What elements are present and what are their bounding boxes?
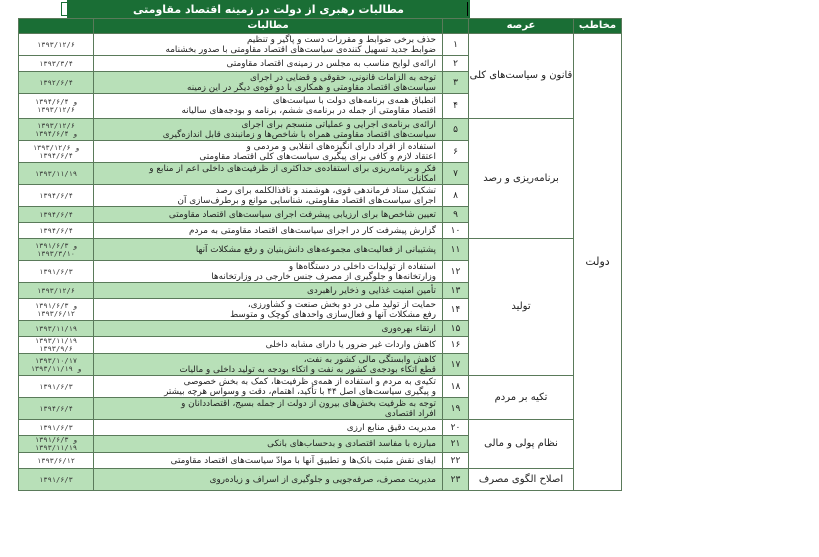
date-cell[interactable]: ۱۳۹۴/۶/۴ [19,223,94,239]
demands-table [18,18,622,491]
date-cell[interactable]: ۱۳۹۳/۱۲/۶ [19,34,94,56]
row-number-cell[interactable]: ۲۱ [443,436,469,453]
title-cell-bracket [61,2,67,16]
header-area[interactable]: عرصه [469,19,574,34]
row-number-cell[interactable]: ۳ [443,72,469,94]
date-cell[interactable]: ۱۳۹۱/۶/۳ و ۱۳۹۳/۳/۱۰ [19,239,94,261]
row-number-cell[interactable]: ۱۵ [443,321,469,337]
table-title-bar[interactable] [67,0,470,18]
date-cell[interactable]: ۱۳۹۳/۱۱/۱۹ ۱۳۹۳/۹/۶ [19,337,94,354]
demand-cell[interactable]: ارتقاء بهره‌وری [94,321,443,337]
demand-cell[interactable]: فکر و برنامه‌ریزی برای استفاده‌ی حداکثری از ظرفیت‌های داخلی اعم از منابع و امکانات [94,163,443,185]
date-cell[interactable]: ۱۳۹۳/۳/۴ [19,56,94,72]
header-blank-cell[interactable] [19,19,94,34]
table-row [19,469,622,491]
row-number-cell[interactable]: ۱۹ [443,398,469,420]
demand-cell[interactable]: مدیریت مصرف، صرفه‌جویی و جلوگیری از اسراف و زیاده‌روی [94,469,443,491]
row-number-cell[interactable]: ۲۳ [443,469,469,491]
date-cell[interactable]: ۱۳۹۳/۱۲/۶ و ۱۳۹۴/۶/۴ [19,141,94,163]
date-cell[interactable]: ۱۳۹۱/۶/۳ [19,376,94,398]
row-number-cell[interactable]: ۱۴ [443,299,469,321]
row-number-cell[interactable]: ۹ [443,207,469,223]
date-cell[interactable]: ۱۳۹۴/۶/۴ و ۱۳۹۳/۱۲/۶ [19,94,94,119]
row-number-cell[interactable]: ۷ [443,163,469,185]
demand-cell[interactable]: تکیه‌ی به مردم و استفاده از همه‌ی ظرفیت‌ها، کمک به بخش خصوصی و پیگیری سیاست‌های اصل ۴۴ با تأکید، اهتمام، دقت و وسواس هرچه بیشتر [94,376,443,398]
demand-cell[interactable]: تعیین شاخص‌ها برای ارزیابی پیشرفت اجرای سیاست‌های اقتصاد مقاومتی [94,207,443,223]
table-row [19,34,622,56]
row-number-cell[interactable]: ۸ [443,185,469,207]
row-number-cell[interactable]: ۲۲ [443,453,469,469]
demand-cell[interactable]: مبارزه با مفاسد اقتصادی و بدحساب‌های بانکی [94,436,443,453]
demand-cell[interactable]: مدیریت دقیق منابع ارزی [94,420,443,436]
demand-cell[interactable]: استفاده از تولیدات داخلی در دستگاه‌ها و وزارتخانه‌ها و جلوگیری از مصرف جنس خارجی در وزارتخانه‌ها [94,261,443,283]
date-cell[interactable]: ۱۳۹۱/۶/۳ و ۱۳۹۳/۱۱/۱۹ [19,436,94,453]
date-cell[interactable]: ۱۳۹۲/۶/۴ [19,72,94,94]
date-cell[interactable]: ۱۳۹۳/۱۱/۱۹ [19,321,94,337]
text-cursor [467,2,468,16]
demand-cell[interactable]: حذف برخی ضوابط و مقررات دست و پاگیر و تنظیم ضوابط جدید تسهیل کننده‌ی سیاست‌های اقتصاد مقاومتی با صدور بخشنامه [94,34,443,56]
row-number-cell[interactable]: ۱۸ [443,376,469,398]
area-group-cell[interactable]: نظام پولی و مالی [469,420,574,469]
table-row [19,420,622,436]
row-number-cell[interactable]: ۱۷ [443,354,469,376]
demand-cell[interactable]: کاهش وابستگی مالی کشور به نفت، قطع اتکاء بودجه‌ی کشور به نفت و اتکاء بودجه به تولید داخلی و مالیات [94,354,443,376]
date-cell[interactable]: ۱۳۹۱/۶/۳ [19,261,94,283]
date-cell[interactable]: ۱۳۹۳/۱۲/۶ [19,283,94,299]
demand-cell[interactable]: حمایت از تولید ملی در دو بخش صنعت و کشاورزی، رفع مشکلات آنها و فعال‌سازی واحدهای کوچک و متوسط [94,299,443,321]
audience-cell[interactable]: دولت [574,34,622,491]
row-number-cell[interactable]: ۲۰ [443,420,469,436]
date-cell[interactable]: ۱۳۹۱/۶/۳ و ۱۳۹۳/۶/۱۲ [19,299,94,321]
date-cell[interactable]: ۱۳۹۳/۱۰/۱۷ و ۱۳۹۳/۱۱/۱۹ [19,354,94,376]
date-cell[interactable]: ۱۳۹۳/۶/۱۲ [19,453,94,469]
demand-cell[interactable]: تشکیل ستاد فرماندهی قوی، هوشمند و نافذالکلمه برای رصد اجرای سیاست‌های اقتصاد مقاومتی، شناسایی موانع و برطرف‌سازی آن [94,185,443,207]
demand-cell[interactable]: توجه به الزامات قانونی، حقوقی و قضایی در اجرای سیاست‌های اقتصاد مقاومتی و همکاری با دو قوه‌ی دیگر در این زمینه [94,72,443,94]
row-number-cell[interactable]: ۴ [443,94,469,119]
row-number-cell[interactable]: ۱۶ [443,337,469,354]
row-number-cell[interactable]: ۱ [443,34,469,56]
row-number-cell[interactable]: ۲ [443,56,469,72]
table-row [19,376,622,398]
date-cell[interactable]: ۱۳۹۳/۱۱/۱۹ [19,163,94,185]
demand-cell[interactable]: ارائه‌ی برنامه‌ی اجرایی و عملیاتی منسجم برای اجرای سیاست‌های اقتصاد مقاومتی همراه با شاخص‌ها و زمانبندی قابل اندازه‌گیری [94,119,443,141]
demand-cell[interactable]: تأمین امنیت غذایی و ذخایر راهبردی [94,283,443,299]
area-group-cell[interactable]: برنامه‌ریزی و رصد [469,119,574,239]
date-cell[interactable]: ۱۳۹۳/۱۲/۶ و ۱۳۹۴/۶/۴ [19,119,94,141]
area-group-cell[interactable]: تولید [469,239,574,376]
demand-cell[interactable]: توجه به ظرفیت بخش‌های بیرون از دولت از جمله بسیج، اقتصاددانان و افراد اقتصادی [94,398,443,420]
demand-cell[interactable]: استفاده از افراد دارای انگیزه‌های انقلابی و مردمی و اعتقاد لازم و کافی برای پیگیری سیاست‌های کلی اقتصاد مقاومتی [94,141,443,163]
demand-cell[interactable]: انطباق همه‌ی برنامه‌های دولت با سیاست‌های اقتصاد مقاومتی از جمله در برنامه‌ی ششم، برنامه و بودجه‌های سالیانه [94,94,443,119]
area-group-cell[interactable]: قانون و سیاست‌های کلی [469,34,574,119]
header-audience[interactable]: مخاطب [574,19,622,34]
date-cell[interactable]: ۱۳۹۴/۶/۴ [19,185,94,207]
row-number-cell[interactable]: ۵ [443,119,469,141]
date-cell[interactable]: ۱۳۹۱/۶/۳ [19,469,94,491]
table-title: مطالبات رهبری از دولت در زمینه اقتصاد مقاومتی [133,2,404,16]
row-number-cell[interactable]: ۱۲ [443,261,469,283]
demand-cell[interactable]: گزارش پیشرفت کار در اجرای سیاست‌های اقتصاد مقاومتی به مردم [94,223,443,239]
table-row [19,239,622,261]
demand-cell[interactable]: ارائه‌ی لوایح مناسب به مجلس در زمینه‌ی اقتصاد مقاومتی [94,56,443,72]
row-number-cell[interactable]: ۱۳ [443,283,469,299]
row-number-cell[interactable]: ۱۱ [443,239,469,261]
header-blank-num[interactable] [443,19,469,34]
date-cell[interactable]: ۱۳۹۴/۶/۴ [19,207,94,223]
header-demands[interactable]: مطالبات [94,19,443,34]
demand-cell[interactable]: پشتیبانی از فعالیت‌های مجموعه‌های دانش‌بنیان و رفع مشکلات آنها [94,239,443,261]
date-cell[interactable]: ۱۳۹۴/۶/۴ [19,398,94,420]
demand-cell[interactable]: ایفای نقش مثبت بانک‌ها و تطبیق آنها با موادّ سیاست‌های اقتصاد مقاومتی [94,453,443,469]
row-number-cell[interactable]: ۶ [443,141,469,163]
header-row [19,19,622,34]
area-group-cell[interactable]: تکیه بر مردم [469,376,574,420]
table-row [19,119,622,141]
area-group-cell[interactable]: اصلاح الگوی مصرف [469,469,574,491]
demand-cell[interactable]: کاهش واردات غیر ضرور یا دارای مشابه داخلی [94,337,443,354]
date-cell[interactable]: ۱۳۹۱/۶/۳ [19,420,94,436]
row-number-cell[interactable]: ۱۰ [443,223,469,239]
